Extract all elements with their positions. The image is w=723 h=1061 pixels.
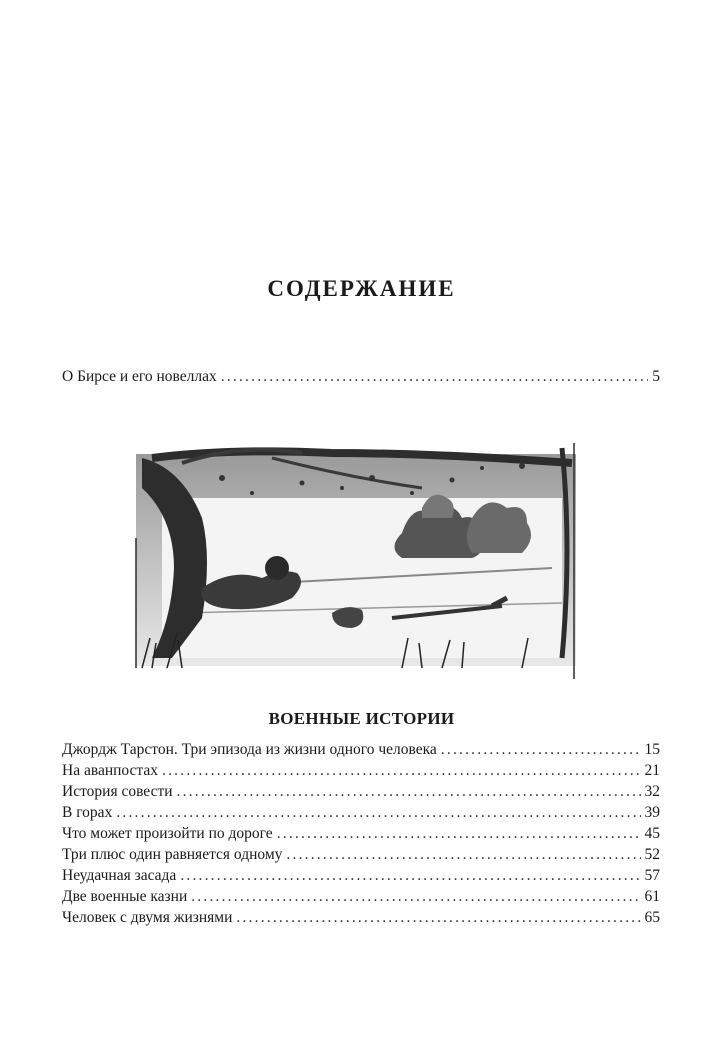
toc-entry[interactable] bbox=[62, 803, 660, 823]
toc-entry-title: Что может произойти по дороге bbox=[62, 825, 273, 842]
dot-leader bbox=[162, 761, 640, 781]
toc-entry[interactable] bbox=[62, 740, 660, 760]
toc-entry[interactable] bbox=[62, 761, 660, 781]
dot-leader bbox=[277, 824, 641, 844]
toc-entry[interactable] bbox=[62, 782, 660, 802]
toc-entry-title: История совести bbox=[62, 783, 173, 800]
toc-entry-title: Джордж Тарстон. Три эпизода из жизни одного человека bbox=[62, 741, 437, 758]
toc-entry-page: 45 bbox=[644, 825, 660, 842]
section-heading: ВОЕННЫЕ ИСТОРИИ bbox=[268, 709, 455, 728]
dot-leader bbox=[116, 803, 640, 823]
toc-entry-intro[interactable] bbox=[62, 367, 660, 387]
toc-entry-title: В горах bbox=[62, 804, 113, 821]
toc-entry-page: 52 bbox=[644, 846, 660, 863]
page-title: СОДЕРЖАНИЕ bbox=[267, 276, 456, 301]
toc-entry[interactable] bbox=[62, 845, 660, 865]
toc-entry-title: О Бирсе и его новеллах bbox=[62, 368, 217, 385]
toc-entry-page: 57 bbox=[644, 867, 660, 884]
dot-leader bbox=[286, 845, 640, 865]
toc-entry-title: Три плюс один равняется одному bbox=[62, 846, 283, 863]
toc-entry-page: 15 bbox=[644, 741, 660, 758]
dot-leader bbox=[191, 887, 640, 907]
dot-leader bbox=[236, 908, 640, 928]
dot-leader bbox=[441, 740, 641, 760]
toc-entry-title: Человек с двумя жизнями bbox=[62, 909, 233, 926]
toc-entry-title: Две военные казни bbox=[62, 888, 188, 905]
dot-leader bbox=[180, 866, 640, 886]
dot-leader bbox=[221, 367, 649, 387]
dot-leader bbox=[177, 782, 641, 802]
toc-entry-page: 65 bbox=[644, 909, 660, 926]
toc-entry-title: Неудачная засада bbox=[62, 867, 177, 884]
toc-entry-page: 32 bbox=[644, 783, 660, 800]
illustration bbox=[122, 438, 600, 682]
toc-entry[interactable] bbox=[62, 908, 660, 928]
landscape-drawing bbox=[122, 438, 600, 682]
toc-entry-page: 61 bbox=[644, 888, 660, 905]
toc-entry-page: 21 bbox=[644, 762, 660, 779]
toc-entry[interactable] bbox=[62, 866, 660, 886]
toc-entry-page: 39 bbox=[644, 804, 660, 821]
toc-entry[interactable] bbox=[62, 824, 660, 844]
toc-entry[interactable] bbox=[62, 887, 660, 907]
toc-entry-page: 5 bbox=[652, 368, 660, 385]
toc-entry-title: На аванпостах bbox=[62, 762, 159, 779]
